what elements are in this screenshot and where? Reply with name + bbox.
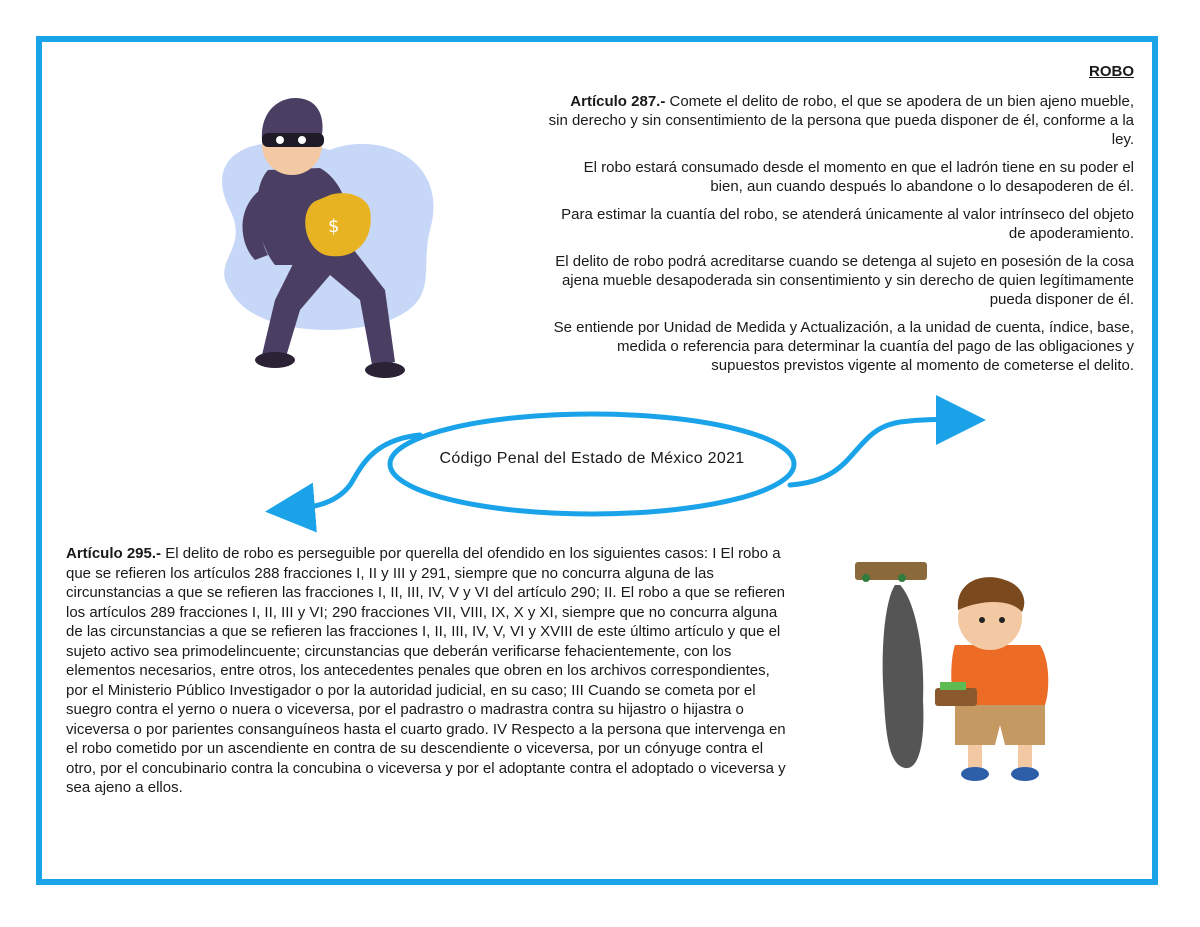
article-295-text: El delito de robo es perseguible por querella del ofendido en los siguientes casos: I El robo a que se refieren los artículos 288 fracciones I, II y III y 291, siempre que no concurra alguna de las circunstancias a que se refieren las fracciones I, II, III, IV, V y VI del artículo 290; II. El robo a que se refieren los artículos 289 fracciones I, II, III y VI; 290 fracciones VII, VIII, IX, X y XI, siempre que no concurra alguna de las circunstancias a que se refieren las fracciones I, II, III, IV, V, VI y XVIII de este último artículo y que el sujeto activo sea primodelincuente; circunstancias que deberán verificarse fehacientemente, con los elementos necesarios, entre otros, los antecedentes penales que obren en los archivos correspondientes, por el Ministerio Público Investigador o por la autoridad judicial, en su caso; III Cuando se cometa por el suegro contra el yerno o nuera o viceversa, por el padrastro o madrastra contra su hijastro o hijastra o viceversa o por parientes consanguíneos hasta el cuarto grado. IV Respecto a la persona que intervenga en el robo cometido por un ascendiente en contra de su descendiente o viceversa, por un cónyuge contra el otro, por el concubinario contra la concubina o viceversa y por el adoptante contra el adoptado o viceversa y sea ajeno a ellos. — [66, 545, 786, 796]
arrow-right-connector — [790, 420, 966, 486]
thief-illustration — [222, 98, 433, 378]
article-287-title: Artículo 287.- — [570, 93, 666, 110]
section-heading: ROBO — [1089, 63, 1134, 80]
article-295 — [66, 544, 786, 798]
article-287-paragraph: Artículo 287.- Comete el delito de robo, el que se apodera de un bien ajeno mueble, sin derecho y sin consentimiento de la persona que pueda disponer de él, conforme a la ley. — [548, 93, 1134, 148]
article-287-paragraph: El delito de robo podrá acreditarse cuando se detenga al sujeto en posesión de la cosa ajena mueble desapoderada sin consentimiento y sin derecho de quien legítimamente pueda disponer de él. — [555, 253, 1134, 308]
article-287-paragraph: Se entiende por Unidad de Medida y Actualización, a la unidad de cuenta, índice, base, medida o referencia para determinar la cuantía del pago de las obligaciones y supuestos previstos vigente al momento de cometerse el delito. — [553, 319, 1134, 374]
article-287-paragraph: El robo estará consumado desde el momento en que el ladrón tiene en su poder el bien, aun cuando después lo abandone o lo desapoderen de él. — [583, 159, 1134, 195]
article-295-title: Artículo 295.- — [66, 545, 162, 562]
boy-taking-wallet-illustration — [855, 562, 1048, 781]
center-label: Código Penal del Estado de México 2021 — [439, 450, 745, 467]
article-287-paragraph: Para estimar la cuantía del robo, se atenderá únicamente al valor intrínseco del objeto de apoderamiento. — [561, 206, 1134, 242]
article-287 — [548, 92, 1134, 384]
svg-text:$: $ — [328, 216, 340, 237]
